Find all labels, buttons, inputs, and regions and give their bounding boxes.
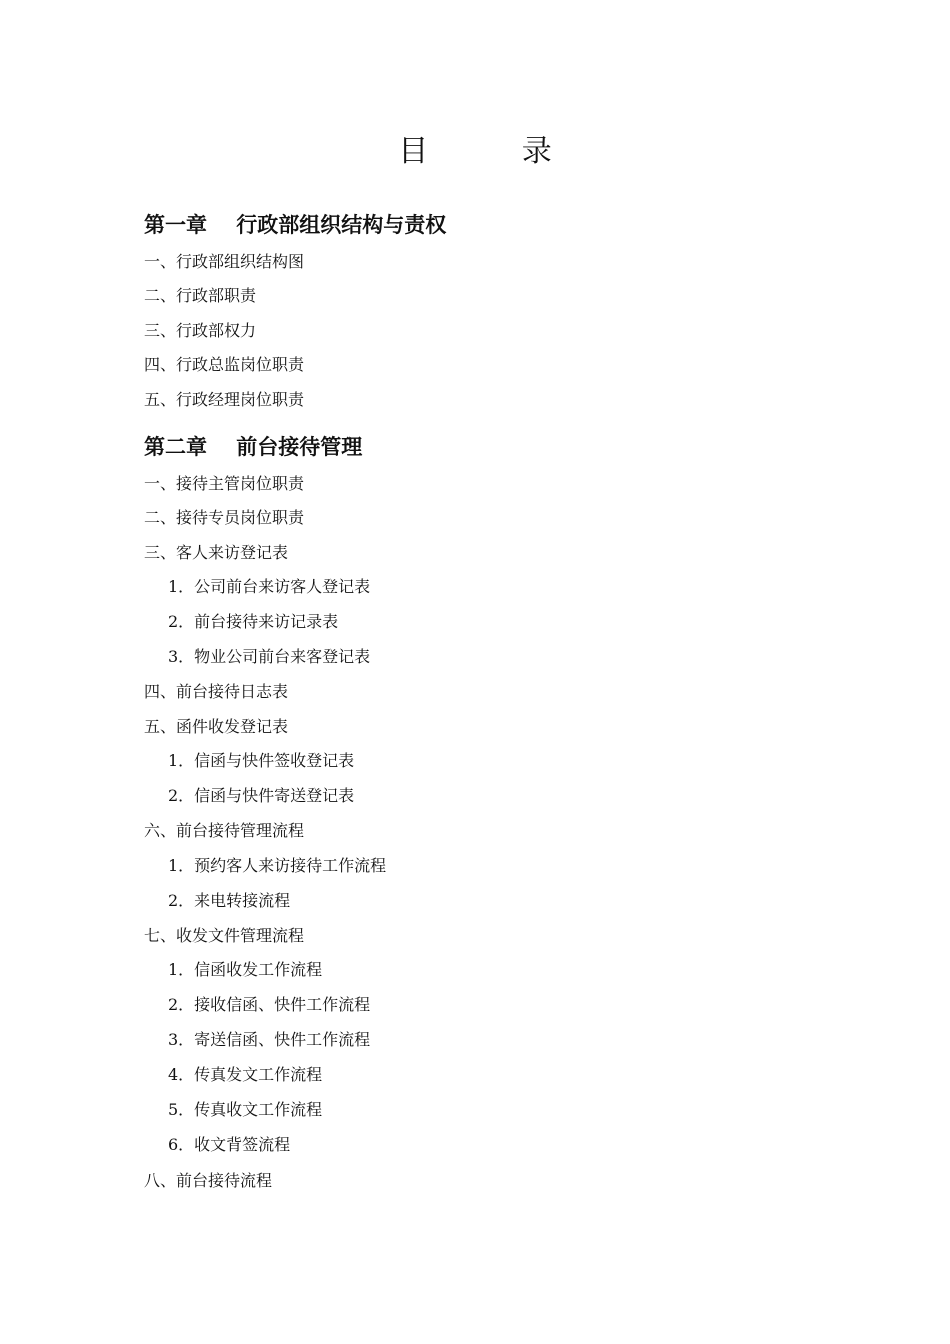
toc-entry: 六、前台接待管理流程 bbox=[144, 821, 305, 840]
toc-entry: 一、接待主管岗位职责 bbox=[144, 474, 305, 493]
toc-entry: 二、行政部职责 bbox=[144, 286, 257, 305]
toc-subentry: 1．预约客人来访接待工作流程 bbox=[168, 856, 387, 875]
toc-entry: 四、前台接待日志表 bbox=[144, 682, 289, 701]
chapter-1-heading: 第一章 行政部组织结构与责权 bbox=[144, 213, 447, 237]
toc-subentry: 3．寄送信函、快件工作流程 bbox=[168, 1030, 371, 1049]
toc-entry: 五、函件收发登记表 bbox=[144, 717, 289, 736]
toc-entry: 二、接待专员岗位职责 bbox=[144, 508, 305, 527]
toc-entry: 三、客人来访登记表 bbox=[144, 543, 289, 562]
toc-subentry: 2．前台接待来访记录表 bbox=[168, 612, 339, 631]
toc-subentry: 2．接收信函、快件工作流程 bbox=[168, 995, 371, 1014]
toc-entry: 七、收发文件管理流程 bbox=[144, 926, 305, 945]
toc-subentry: 3．物业公司前台来客登记表 bbox=[168, 647, 371, 666]
toc-subentry: 1．信函收发工作流程 bbox=[168, 960, 323, 979]
toc-subentry: 5．传真收文工作流程 bbox=[168, 1100, 323, 1119]
toc-entry: 三、行政部权力 bbox=[144, 321, 257, 340]
toc-subentry: 1．信函与快件签收登记表 bbox=[168, 751, 355, 770]
toc-title: 目 录 bbox=[398, 134, 594, 169]
toc-subentry: 4．传真发文工作流程 bbox=[168, 1065, 323, 1084]
toc-entry: 四、行政总监岗位职责 bbox=[144, 355, 305, 374]
toc-entry: 一、行政部组织结构图 bbox=[144, 252, 305, 271]
toc-subentry: 2．来电转接流程 bbox=[168, 891, 291, 910]
toc-entry: 八、前台接待流程 bbox=[144, 1171, 273, 1190]
chapter-2-heading: 第二章 前台接待管理 bbox=[144, 435, 363, 459]
toc-subentry: 6．收文背签流程 bbox=[168, 1135, 291, 1154]
toc-entry: 五、行政经理岗位职责 bbox=[144, 390, 305, 409]
toc-subentry: 1．公司前台来访客人登记表 bbox=[168, 577, 371, 596]
toc-subentry: 2．信函与快件寄送登记表 bbox=[168, 786, 355, 805]
